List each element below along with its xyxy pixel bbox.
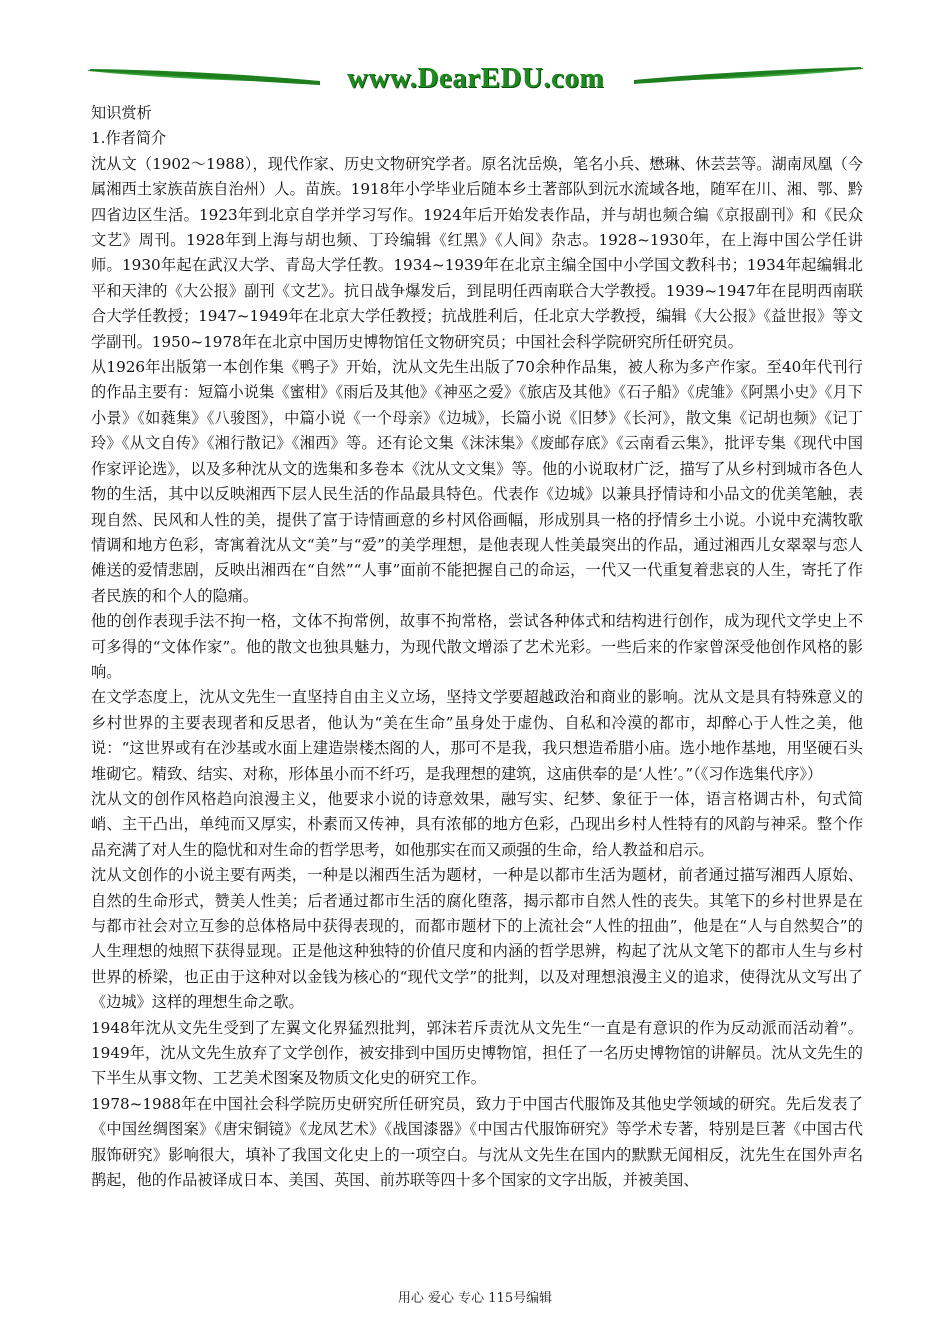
- section-title: 知识赏析: [91, 104, 152, 122]
- page-footer: 用心 爱心 专心 115号编辑: [397, 1291, 553, 1306]
- paragraph-literary-stance: 在文学态度上，沈从文先生一直坚持自由主义立场，坚持文学要超越政治和商业的影响。沈从文是具有特殊意义的乡村世界的主要表现者和反思者，他认为“美在生命”虽身处于虚伪、自私和冷漠的都市，却醉心于人性之美，他说：“这世界或有在沙基或水面上建造崇楼杰阁的人，那可不是我，我只想造希腊小庙。选小地作基地，用坚硬石头堆砌它。精致、结实、对称，形体虽小而不纤巧，是我理想的建筑，这庙供奉的是‘人性’。”（《习作选集代序》）: [91, 688, 863, 783]
- paragraph-romanticism: 沈从文的创作风格趋向浪漫主义，他要求小说的诗意效果，融写实、纪梦、象征于一体，语言格调古朴，句式简峭、主干凸出，单纯而又厚实，朴素而又传神，具有浓郁的地方色彩，凸现出乡村人性特有的风韵与神采。整个作品充满了对人生的隐忧和对生命的哲学思考，如他那实在而又顽强的生命，给人教益和启示。: [91, 789, 863, 859]
- document-body: [91, 101, 863, 1193]
- paragraph-works: 从1926年出版第一本创作集《鸭子》开始，沈从文先生出版了70余种作品集，被人称为多产作家。至40年代刊行的作品主要有：短篇小说集《蜜柑》《雨后及其他》《神巫之爱》《旅店及其他》《石子船》《虎雏》《阿黑小史》《月下小景》《如蕤集》《八骏图》，中篇小说《一个母亲》《边城》，长篇小说《旧梦》《长河》，散文集《记胡也频》《记丁玲》《从文自传》《湘行散记》《湘西》等。还有论文集《沫沫集》《废邮存底》《云南看云集》，批评专集《现代中国作家评论选》，以及多种沈从文的选集和多卷本《沈从文文集》等。他的小说取材广泛，描写了从乡村到城市各色人物的生活，其中以反映湘西下层人民生活的作品最具特色。代表作《边城》以兼具抒情诗和小品文的优美笔触，表现自然、民风和人性的美，提供了富于诗情画意的乡村风俗画幅，形成别具一格的抒情乡土小说。小说中充满牧歌情调和地方色彩，寄寓着沈从文“美”与“爱”的美学理想，是他表现人性美最突出的作品，通过湘西儿女翠翠与恋人傩送的爱情悲剧，反映出湘西在“自然”“人事”面前不能把握自己的命运，一代又一代重复着悲哀的人生，寄托了作者民族的和个人的隐痛。: [91, 358, 863, 605]
- subsection-title: 1.作者简介: [91, 129, 167, 148]
- page-header: [88, 58, 863, 98]
- paragraph-style: 他的创作表现手法不拘一格，文体不拘常例，故事不拘常格，尝试各种体式和结构进行创作，成为现代文学史上不可多得的“文体作家”。他的散文也独具魅力，为现代散文增添了艺术光彩。一些后来的作家曾深受他创作风格的影响。: [91, 612, 863, 681]
- site-logo[interactable]: www.DearEDU.com: [346, 62, 605, 94]
- paragraph-research: 1978~1988年在中国社会科学院历史研究所任研究员，致力于中国古代服饰及其他史学领域的研究。先后发表了《中国丝绸图案》《唐宋铜镜》《龙凤艺术》《战国漆器》《中国古代服饰研究》等学术专著，特别是巨著《中国古代服饰研究》影响很大，填补了我国文化史上的一项空白。与沈从文先生在国内的默默无闻相反，沈先生在国外声名鹊起，他的作品被译成日本、美国、英国、前苏联等四十多个国家的文字出版，并被美国、: [91, 1094, 863, 1190]
- paragraph-novel-types: 沈从文创作的小说主要有两类，一种是以湘西生活为题材，一种是以都市生活为题材，前者通过描写湘西人原始、自然的生命形式，赞美人性美；后者通过都市生活的腐化堕落，揭示都市自然人性的丧失。其笔下的乡村世界是在与都市社会对立互参的总体格局中获得表现的，而都市题材下的上流社会“人性的扭曲”，他是在“人与自然契合”的人生理想的烛照下获得显现。正是他这种独特的价值尺度和内涵的哲学思辨，构起了沈从文笔下的都市人生与乡村世界的桥梁，也正由于这种对以金钱为核心的“现代文学”的批判，以及对理想浪漫主义的追求，使得沈从文写出了《边城》这样的理想生命之歌。: [91, 866, 863, 1012]
- paragraph-author-bio: 沈从文（1902～1988），现代作家、历史文物研究学者。原名沈岳焕，笔名小兵、懋琳、休芸芸等。湖南凤凰（今属湘西土家族苗族自治州）人。苗族。1918年小学毕业后随本乡土著部队到沅水流域各地，随军在川、湘、鄂、黔四省边区生活。1923年到北京自学并学习写作。1924年后开始发表作品，并与胡也频合编《京报副刊》和《民众文艺》周刊。1928年到上海与胡也频、丁玲编辑《红黑》《人间》杂志。1928~1930年，在上海中国公学任讲师。1930年起在武汉大学、青岛大学任教。1934~1939年在北京主编全国中小学国文教科书；1934年起编辑北平和天津的《大公报》副刊《文艺》。抗日战争爆发后，到昆明任西南联合大学教授。1939~1947年在昆明西南联合大学任教授；1947~1949年在北京大学任教授；抗战胜利后，任北京大学教授，编辑《大公报》《益世报》等文学副刊。1950~1978年在北京中国历史博物馆任文物研究员；中国社会科学院研究所任研究员。: [91, 154, 863, 351]
- paragraph-1948: 1948年沈从文先生受到了左翼文化界猛烈批判，郭沫若斥责沈从文先生“一直是有意识的作为反动派而活动着”。1949年，沈从文先生放弃了文学创作，被安排到中国历史博物馆，担任了一名历史博物馆的讲解员。沈从文先生的下半生从事文物、工艺美术图案及物质文化史的研究工作。: [91, 1018, 863, 1088]
